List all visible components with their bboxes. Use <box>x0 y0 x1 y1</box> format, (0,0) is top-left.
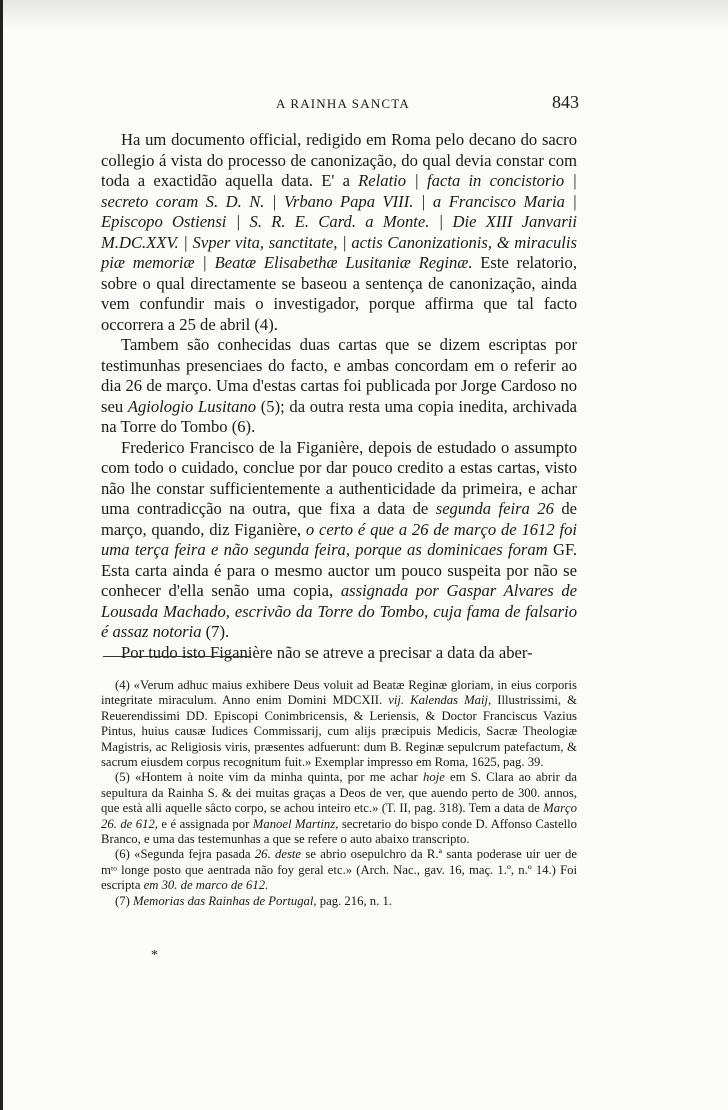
footnotes <box>101 678 577 909</box>
scan-shadow <box>3 0 728 30</box>
footnote-7: (7) Memorias das Rainhas de Portugal, pag. 216, n. 1. <box>115 893 393 908</box>
running-head <box>3 92 728 116</box>
footnote-rule <box>103 656 251 657</box>
footnote-4: (4) «Verum adhuc maius exhibere Deus voluit ad Beatæ Reginæ gloriam, in eius corporis integritate miraculum. Anno enim Domini MDCXII. vij. Kalendas Maij, Illustrissimi, & Reuerendissimi DD. Episcopi Conimbricensis, & Leriensis, & Doctor Franciscus Vazius Pintus, huius causæ Iudices Commissarij, cum alijs præcipuis Medicis, Sacræ Theologiæ Magistris, ac Religiosis viris, præsentes adfuerunt: dum B. Reginæ sepulcrum patefactum, & sacrum eiusdem corpus recognitum fuit.» Exemplar impresso em Roma, 1625, pag. 39. <box>101 678 578 770</box>
footnote-6: (6) «Segunda fejra pasada 26. deste se abrio osepulchro da R.ª santa poderase uir uer de mᵗᵒ longe posto que aentrada não foy geral etc.» (Arch. Nac., gav. 16, maç. 1.º, n.º 14.) Foi escripta em 30. de marco de 612. <box>101 847 578 893</box>
paragraph-1: Ha um documento official, redigido em Roma pelo decano do sacro collegio á vista do processo de canonização, do qual devia constar com toda a exactidão aquella data. E' a Relatio | facta in concistorio | secreto coram S. D. N. | Vrbano Papa VIII. | a Francisco Maria | Episcopo Ostiensi | S. R. E. Card. a Monte. | Die XIII Janvarii M.DC.XXV. | Svper vita, sanctitate, | actis Canonizationis, & miraculis piæ memoriæ | Beatæ Elisabethæ Lusitaniæ Reginæ. Este relatorio, sobre o qual directamente se baseou a sentença de canonização, ainda vem confundir mais o investigador, porque affirma que tal facto occorrera a 25 de abril (4). <box>101 130 577 334</box>
footnote-5: (5) «Hontem à noite vim da minha quinta, por me achar hoje em S. Clara ao abrir da sepultura da Rainha S. & dei muitas graças a Deos de ver, que auendo perto de 300. annos, que està alli aquelle sâcto corpo, se achou inteiro etc.» (T. II, pag. 318). Tem a data de Março 26. de 612, e é assignada por Manoel Martinz, secretario do bispo conde D. Affonso Castello Branco, e uma das testemunhas a que se refere o auto abaixo transcripto. <box>101 770 577 847</box>
paragraph-2: Tambem são conhecidas duas cartas que se dizem escriptas por testimunhas presenciaes do facto, e ambas concordam em o referir ao dia 26 de março. Uma d'estas cartas foi publicada por Jorge Cardoso no seu Agiologio Lusitano (5); da outra resta uma copia inedita, archivada na Torre do Tombo (6). <box>101 335 577 436</box>
paragraph-3: Frederico Francisco de la Figanière, depois de estudado o assumpto com todo o cuidado, conclue por dar pouco credito a estas cartas, visto não lhe constar sufficientemente a authenticidade da primeira, e achar uma contradicção na outra, que fixa a data de segunda feira 26 de março, quando, diz Figanière, o certo é que a 26 de março de 1612 foi uma terça feira e não segunda feira, porque as dominicaes foram GF. Esta carta ainda é para o mesmo auctor um pouco suspeita por não se conhecer d'ella senão uma copia, assignada por Gaspar Alvares de Lousada Machado, escrivão da Torre do Tombo, cuja fama de falsario é assaz notoria (7). <box>101 437 578 641</box>
running-title: A RAINHA SANCTA <box>276 96 410 111</box>
main-text <box>101 130 577 663</box>
printer-mark: * <box>151 948 158 963</box>
paragraph-4: Por tudo isto Figanière não se atreve a precisar a data da aber- <box>121 642 533 662</box>
page-number: 843 <box>552 92 579 112</box>
